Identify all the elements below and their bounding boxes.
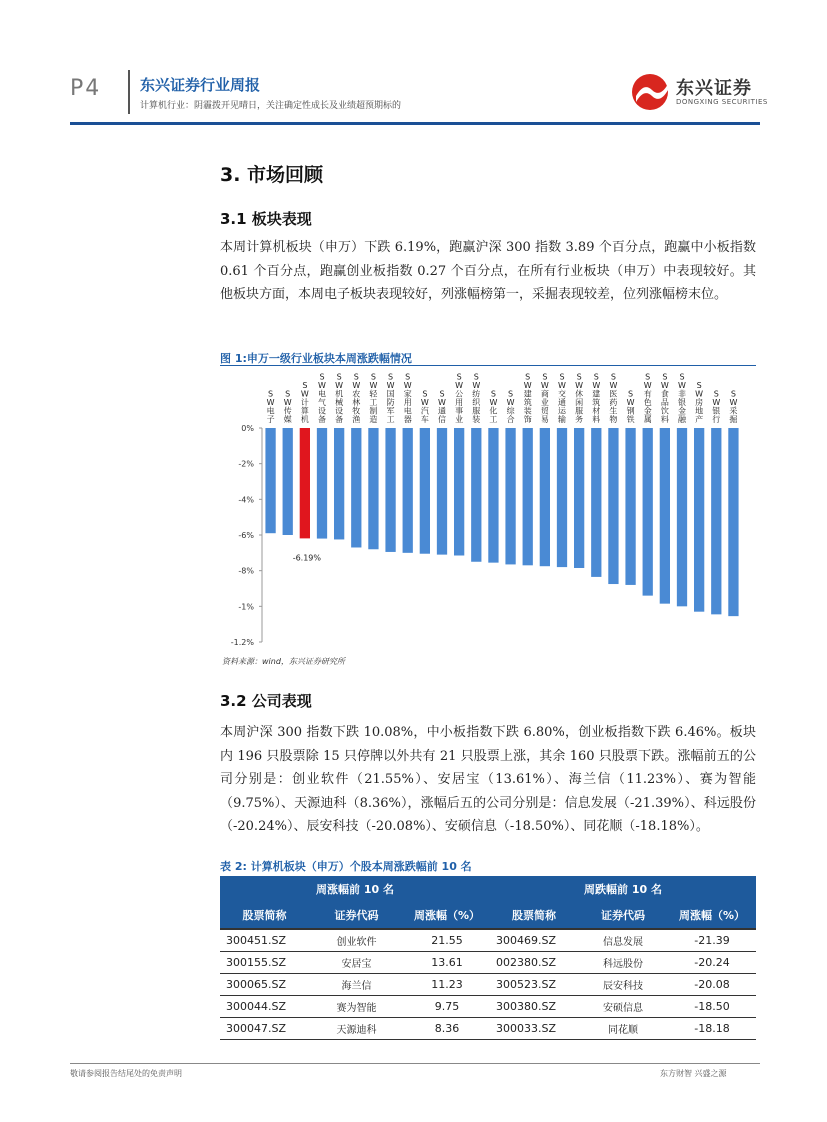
bar-SW休闲服务 [574,428,584,568]
x-tick-label: S W 综合 [506,389,515,424]
bar-SW有色金属 [643,428,653,596]
bar-SW钢铁 [625,428,635,585]
table-row [220,929,756,952]
x-tick-label: S W 电气设备 [318,372,326,424]
weekly-change: -18.50 [668,996,756,1018]
weekly-change: -20.08 [668,974,756,996]
top-movers-table [220,876,756,1040]
figure-source: 资料来源：wind，东兴证券研究所 [222,657,345,666]
bar-SW纺织服装 [471,428,481,562]
industry-bar-chart [220,366,756,652]
subsection-title-company: 3.2 公司表现 [220,692,312,710]
stock-name: 安硕信息 [578,996,668,1018]
table-group-header-row [220,876,756,902]
group-header-losers: 周跌幅前 10 名 [490,876,756,902]
figure-caption: 图 1:申万一级行业板块本周涨跌幅情况 [220,352,412,365]
subsection-title-sector: 3.1 板块表现 [220,210,312,228]
company-paragraph: 本周沪深 300 指数下跌 10.08%，中小板指数下跌 6.80%，创业板指数下跌 6.46%。板块内 196 只股票除 15 只停牌以外共有 21 只股票上涨，其余 160 只股票下跌。涨幅前五的公司分别是：创业软件（21.55%）、安居宝（13.61%）、海兰信（11.23%）、赛为智能（9.75%）、天源迪科（8.36%），涨幅后五的公司分别是：信息发展（-21.39%）、科远股份（-20.24%）、辰安科技（-20.08%）、安硕信息（-18.50%）、同花顺（-18.18%）。 [220,725,756,834]
bar-SW农林牧渔 [351,428,361,547]
report-title: 东兴证券行业周报 [140,76,261,94]
bar-SW通信 [437,428,447,555]
weekly-change: 8.36 [404,1018,490,1040]
header-rule [70,122,760,125]
footer-rule [70,1063,760,1064]
x-tick-label: S W 家用电器 [403,372,412,424]
stock-code: 300065.SZ [220,974,309,996]
x-tick-label: S W 电子 [266,389,275,424]
x-tick-label: S W 计算机 [300,381,309,424]
chart-annotations [293,553,322,562]
stock-name: 天源迪科 [309,1018,404,1040]
weekly-change: 21.55 [404,929,490,952]
stock-code: 300451.SZ [220,929,309,952]
logo-name: 东兴证券 [676,78,752,99]
bar-SW商业贸易 [540,428,550,566]
x-tick-label: S W 有色金属 [643,372,652,424]
bar-SW交通运输 [557,428,567,567]
bar-SW家用电器 [403,428,413,553]
section-title: 3. 市场回顾 [220,164,324,186]
x-tick-label: S W 通信 [438,389,446,424]
table-row [220,974,756,996]
weekly-change: -18.18 [668,1018,756,1040]
bar-SW汽车 [420,428,430,554]
table-column-header-row [220,902,756,929]
stock-name: 科远股份 [578,952,668,974]
stock-code: 300380.SZ [490,996,578,1018]
bar-SW房地产 [694,428,704,612]
x-tick-label: S W 钢铁 [626,389,635,424]
x-tick-label: S W 公用事业 [455,372,464,424]
weekly-change: -21.39 [668,929,756,952]
x-tick-label: S W 非银金融 [678,372,686,424]
column-header: 股票简称 [220,902,309,929]
bar-SW化工 [488,428,498,563]
stock-code: 002380.SZ [490,952,578,974]
bar-SW医药生物 [608,428,618,584]
x-tick-label: S W 农林牧渔 [352,372,361,424]
bar-SW建筑材料 [591,428,601,577]
page-number: P4 [70,76,102,101]
bar-SW银行 [711,428,721,614]
bar-SW非银金融 [677,428,687,606]
stock-code: 300155.SZ [220,952,309,974]
bar-SW传媒 [283,428,293,535]
x-tick-label: S W 建筑材料 [592,372,601,424]
weekly-change: -20.24 [668,952,756,974]
company-logo [630,72,770,112]
stock-name: 创业软件 [309,929,404,952]
y-tick-label: -1.2% [230,638,254,647]
bar-SW食品饮料 [660,428,670,604]
stock-name: 信息发展 [578,929,668,952]
stock-name: 辰安科技 [578,974,668,996]
y-tick-label: 0% [241,424,254,433]
x-tick-label: S W 休闲服务 [575,372,584,424]
footer-disclaimer-note: 敬请参阅报告结尾处的免责声明 [70,1069,182,1078]
x-tick-label: S W 汽车 [420,389,429,424]
y-tick-label: -4% [238,495,254,505]
stock-name: 同花顺 [578,1018,668,1040]
x-tick-label: S W 房地产 [695,381,704,424]
x-tick-label: S W 纺织服装 [472,372,481,424]
table-row [220,952,756,974]
x-tick-label: S W 建筑装饰 [523,372,532,424]
y-tick-label: -1% [238,602,254,612]
y-tick-label: -6% [238,531,254,540]
stock-name: 安居宝 [309,952,404,974]
x-tick-label: S W 交通运输 [558,372,566,424]
logo-mark-icon [630,72,674,112]
stock-code: 300033.SZ [490,1018,578,1040]
bar-SW综合 [505,428,515,564]
x-tick-label: S W 采掘 [729,389,738,424]
highlight-value-label: -6.19% [292,553,322,563]
bar-SW建筑装饰 [523,428,533,565]
bar-SW电子 [265,428,275,533]
stock-name: 海兰信 [309,974,404,996]
column-header: 证券代码 [578,902,668,929]
bar-SW机械设备 [334,428,344,539]
table-row [220,1018,756,1040]
bar-SW国防军工 [385,428,395,552]
bar-SW轻工制造 [368,428,378,549]
stock-code: 300044.SZ [220,996,309,1018]
x-tick-label: S W 传媒 [283,389,292,424]
table-caption: 表 2: 计算机板块（申万）个股本周涨跌幅前 10 名 [220,860,472,873]
stock-code: 300469.SZ [490,929,578,952]
x-tick-label: S W 食品饮料 [660,372,669,424]
stock-name: 赛为智能 [309,996,404,1018]
group-header-gainers: 周涨幅前 10 名 [220,876,490,902]
x-tick-label: S W 化工 [489,389,498,424]
weekly-change: 9.75 [404,996,490,1018]
x-tick-label: S W 机械设备 [335,372,344,424]
stock-code: 300523.SZ [490,974,578,996]
bar-SW公用事业 [454,428,464,556]
y-tick-label: -8% [238,566,254,576]
column-header: 周涨幅（%） [668,902,756,929]
x-tick-label: S W 国防军工 [386,372,395,424]
column-header: 股票简称 [490,902,578,929]
bar-SW采掘 [728,428,738,616]
x-tick-label: S W 商业贸易 [540,372,549,424]
footer-slogan: 东方财智 兴盛之源 [660,1069,727,1078]
weekly-change: 13.61 [404,952,490,974]
stock-code: 300047.SZ [220,1018,309,1040]
sector-paragraph: 本周计算机板块（申万）下跌 6.19%，跑赢沪深 300 指数 3.89 个百分点，跑赢中小板指数 0.61 个百分点，跑赢创业板指数 0.27 个百分点，在所有行业板块（申万）中表现较好。其他板块方面，本周电子板块表现较好，列涨幅榜第一，采掘表现较差，位列涨幅榜末位。 [220,240,756,302]
logo-english-name: DONGXING SECURITIES [676,98,768,106]
y-tick-label: -2% [238,459,254,469]
x-tick-label: S W 轻工制造 [369,372,378,424]
column-header: 证券代码 [309,902,404,929]
table-row [220,996,756,1018]
bar-SW电气设备 [317,428,327,539]
x-tick-label: S W 银行 [712,389,721,424]
column-header: 周涨幅（%） [404,902,490,929]
weekly-change: 11.23 [404,974,490,996]
header-divider [128,70,130,114]
report-subtitle: 计算机行业：阴霾拨开见晴日，关注确定性成长及业绩超预期标的 [140,101,402,111]
bar-SW计算机 [300,428,310,538]
x-tick-label: S W 医药生物 [609,372,618,424]
